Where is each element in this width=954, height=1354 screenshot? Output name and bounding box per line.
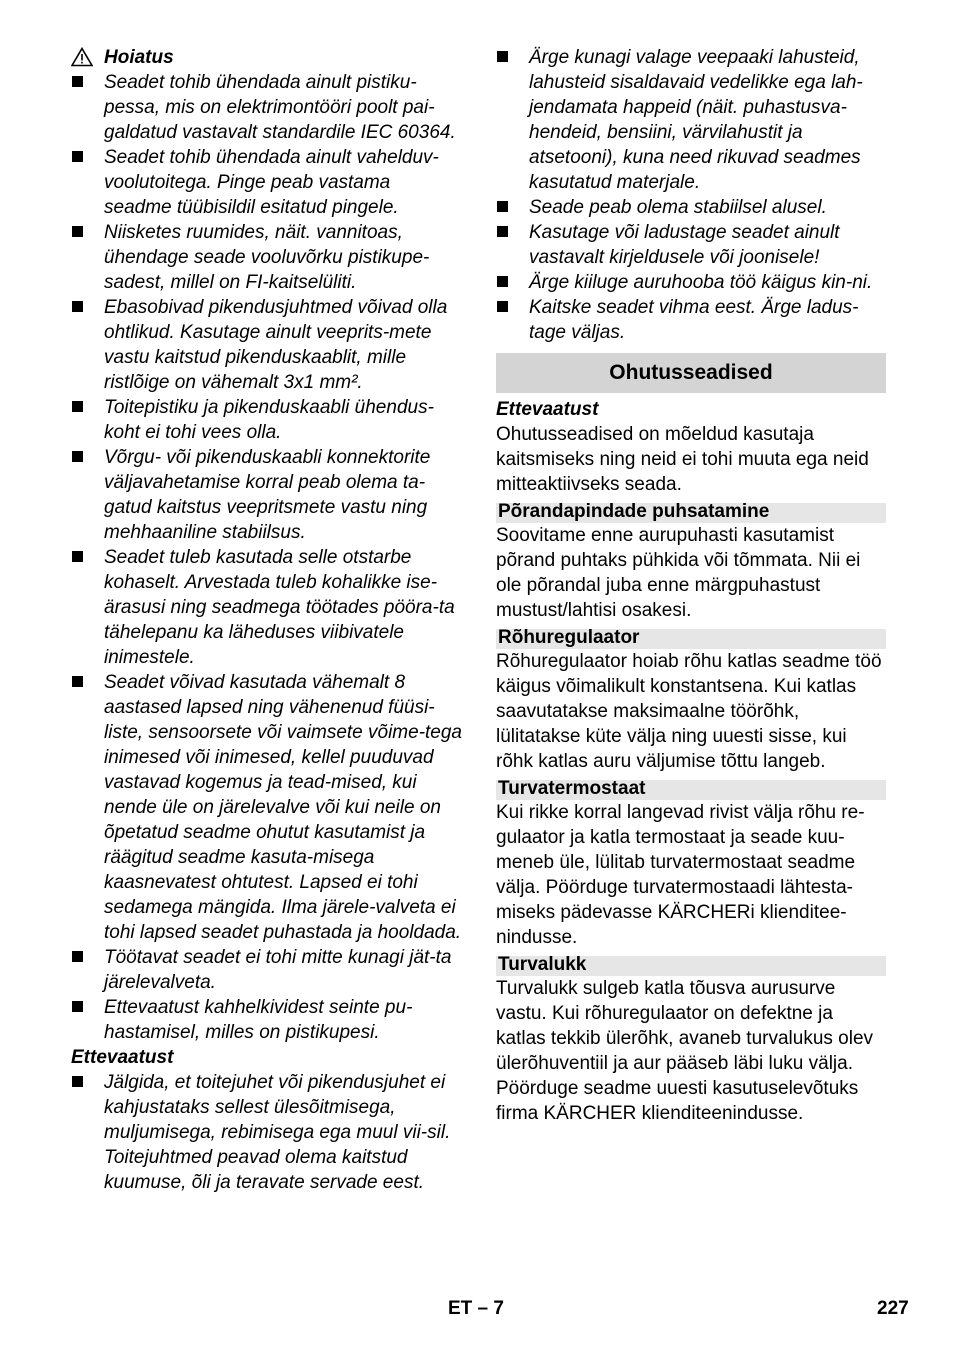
subsection-heading: Turvatermostaat [496, 780, 886, 800]
subsection-paragraph: Kui rikke korral langevad rivist välja rõhu re-gulaator ja katla termostaat ja seade kuu-meneb üle, lülitab turvatermostaat seadme välja. Pöörduge turvatermostaadi lähtesta-miseks pädevasse KÄRCHERi klienditee-nindusse. [496, 802, 865, 948]
subsection-heading: Rõhuregulaator [496, 629, 886, 649]
list-item: Ärge kiiluge auruhooba töö käigus kin-ni. [496, 270, 886, 295]
page-number: 227 [877, 1298, 909, 1319]
caution-paragraph: Ohutusseadised on mõeldud kasutaja kaitsmiseks ning neid ei tohi muuta ega neid mitteaktiivseks seada. [496, 424, 869, 495]
subsection-heading: Turvalukk [496, 956, 886, 976]
caution-list-continued [496, 45, 886, 345]
square-bullet-icon [72, 1076, 83, 1087]
list-item: Seade peab olema stabiilsel alusel. [496, 195, 886, 220]
list-item: Ärge kunagi valage veepaaki lahusteid, lahusteid sisaldavaid vedelikke ega lah-jendamata happeid (näit. puhastusva-hendeid, bensiini, värvilahustit ja atsetooni), kuna need rikuvad seadmes kasutatud materjale. [496, 45, 886, 195]
square-bullet-icon [72, 551, 83, 562]
subsection-paragraph: Pöörduge seadme uuesti kasutuselevõtuks firma KÄRCHER klienditeenindusse. [496, 1078, 859, 1124]
subsection-paragraph: Soovitame enne aurupuhasti kasutamist põrand puhtaks pühkida või tõmmata. Nii ei ole põrandal juba enne märgpuhastust mustust/lahtisi osakesi. [496, 525, 861, 621]
list-item: Seadet võivad kasutada vähemalt 8 aastased lapsed ning vähenenud füüsi-liste, sensoorsete või vaimsete võime-tega inimesed või inimesed, kellel puuduvad vastavad kogemus ja tead-mised, kui nende üle on järelevalve või kui neile on õpetatud seadme ohutut kasutamist ja räägitud seadme kasuta-misega kaasnevatest ohtutest. Lapsed ei tohi sedamega mängida. Ilma järele-valveta ei tohi lapsed seadet puhastada ja hooldada. [71, 670, 463, 945]
list-item: Kaitske seadet vihma eest. Ärge ladus-tage väljas. [496, 295, 886, 345]
section-title: Ohutusseadised [609, 361, 773, 384]
square-bullet-icon [72, 226, 83, 237]
warning-heading [71, 45, 463, 70]
square-bullet-icon [72, 676, 83, 687]
list-item: Toitepistiku ja pikenduskaabli ühendus-koht ei tohi vees olla. [71, 395, 463, 445]
list-item: Niisketes ruumides, näit. vannitoas, ühendage seade vooluvõrku pistikupe-sadest, millel on FI-kaitselüliti. [71, 220, 463, 295]
caution-list [71, 1070, 463, 1195]
square-bullet-icon [72, 451, 83, 462]
subsection-heading: Põrandapindade puhsatamine [496, 503, 886, 523]
list-item: Seadet tuleb kasutada selle otstarbe kohaselt. Arvestada tuleb kohalikke ise-ärasusi ning seadmega töötades pööra-ta tähelepanu ka läheduses viibivatele inimestele. [71, 545, 463, 670]
footer-section-label: ET – 7 [448, 1298, 504, 1319]
square-bullet-icon [497, 276, 508, 287]
list-item: Töötavat seadet ei tohi mitte kunagi jät-ta järelevalveta. [71, 945, 463, 995]
square-bullet-icon [72, 951, 83, 962]
square-bullet-icon [497, 226, 508, 237]
caution-heading: Ettevaatust [496, 399, 599, 420]
left-column [71, 45, 463, 1195]
square-bullet-icon [72, 1001, 83, 1012]
caution-heading: Ettevaatust [71, 1047, 174, 1068]
square-bullet-icon [497, 51, 508, 62]
list-item: Jälgida, et toitejuhet või pikendusjuhet ei kahjustataks sellest ülesõitmisega, muljumisega, rebimisega ega muul vii-sil. Toitejuhtmed peavad olema kaitstud kuumuse, õli ja teravate servade eest. [71, 1070, 463, 1195]
warning-list [71, 70, 463, 1045]
warning-triangle-icon [71, 47, 93, 67]
section-title-banner [496, 353, 886, 393]
list-item: Võrgu- või pikenduskaabli konnektorite väljavahetamise korral peab olema ta-gatud kaitstus veepritsmete vastu ning mehhaaniline stabiilsus. [71, 445, 463, 545]
list-item: Kasutage või ladustage seadet ainult vastavalt kirjeldusele või joonisele! [496, 220, 886, 270]
square-bullet-icon [497, 201, 508, 212]
right-column [496, 45, 886, 1126]
list-item: Ebasobivad pikendusjuhtmed võivad olla ohtlikud. Kasutage ainult veeprits-mete vastu kaitstud pikenduskaablit, mille ristlõige on vähemalt 3x1 mm². [71, 295, 463, 395]
list-item: Seadet tohib ühendada ainult pistiku-pessa, mis on elektrimontööri poolt pai-galdatud vastavalt standardile IEC 60364. [71, 70, 463, 145]
list-item: Ettevaatust kahhelkividest seinte pu-hastamisel, milles on pistikupesi. [71, 995, 463, 1045]
subsection-paragraph: Turvalukk sulgeb katla tõusva aurusurve vastu. Kui rõhuregulaator on defektne ja katlas tekkib ülerõhk, avaneb turvalukus olev ülerõhuventiil ja aur pääseb läbi luku välja. [496, 978, 874, 1074]
square-bullet-icon [72, 401, 83, 412]
square-bullet-icon [72, 76, 83, 87]
warning-title: Hoiatus [104, 47, 174, 68]
list-item: Seadet tohib ühendada ainult vahelduv-voolutoitega. Pinge peab vastama seadme tüübisildil esitatud pingele. [71, 145, 463, 220]
square-bullet-icon [72, 151, 83, 162]
square-bullet-icon [497, 301, 508, 312]
square-bullet-icon [72, 301, 83, 312]
subsection-paragraph: Rõhuregulaator hoiab rõhu katlas seadme töö käigus võimalikult konstantsena. Kui katlas saavutatakse maksimaalne töörõhk, lülitatakse küte välja ning uuesti sisse, kui rõhk katlas auru väljumise tõttu langeb. [496, 651, 882, 772]
